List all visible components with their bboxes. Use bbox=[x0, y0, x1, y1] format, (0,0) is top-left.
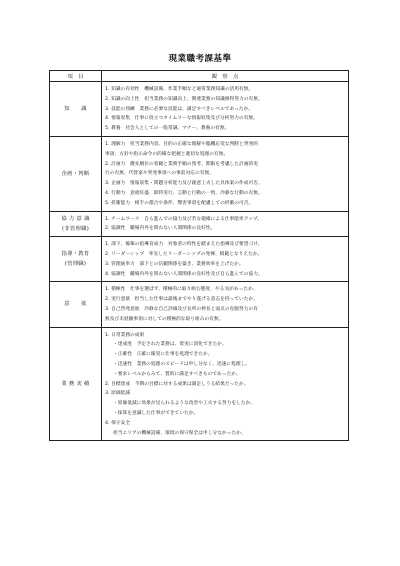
observation-line: 1. 日常業務の成果 bbox=[105, 332, 145, 338]
criteria-body bbox=[50, 82, 349, 441]
criteria-row bbox=[50, 136, 349, 211]
observation-line: 2. 実行意欲 担当した仕事は最後までやり遂げる意志を持っていたか。 bbox=[105, 297, 258, 303]
criteria-item-label: (非管理職) bbox=[61, 225, 90, 232]
observation-line: 4. 協調性 職場内外を問わない人間関係の良好性及び自ら進んでの協力。 bbox=[105, 271, 263, 277]
observation-line: 無及び未経験事項に対しての積極的な取り組みの有無。 bbox=[105, 316, 224, 322]
observation-line: 1. 部下、後輩の指導育成力 対象者の特性を踏まえた指導及び要望づけ。 bbox=[105, 242, 263, 248]
observation-line: 2. リーダーシップ 率先したリーダーシップの発揮、模範となりえたか。 bbox=[105, 251, 263, 257]
criteria-item-label: 協 力 意 識 bbox=[61, 215, 90, 222]
criteria-item-cell bbox=[50, 282, 102, 327]
criteria-item-label: (管理職) bbox=[64, 261, 87, 268]
observation-line: 行の有無、代替案や突発事項への事前対応の有無。 bbox=[105, 171, 214, 177]
criteria-item-label: 企画・判断 bbox=[61, 170, 90, 177]
criteria-observation-cell bbox=[102, 327, 349, 441]
criteria-row bbox=[50, 82, 349, 137]
observation-line: 4. 保守安全 bbox=[105, 420, 131, 426]
header-observation: 観 察 点 bbox=[102, 71, 349, 82]
observation-line: 1. チームワーク 自ら進んでの協力及び若な適確による仕事能率アップ。 bbox=[105, 216, 263, 222]
observation-line: ・迅速性 業務の処理のスピードは申し分なく、迅速に処理し。 bbox=[113, 361, 251, 367]
criteria-row bbox=[50, 237, 349, 282]
observation-line: 3. 企画力 情報収集・問題分析能力及び創意工夫した具体案の作成可否。 bbox=[105, 181, 263, 187]
observation-line: 2. 計画力 優先順位の客観と業務手順の熟考、期限を考慮した計画的実 bbox=[105, 161, 258, 167]
criteria-item-cell bbox=[50, 237, 102, 282]
observation-line: 1. 知識の有効性 機械設備、作業手順など通常業務知識の活用有無。 bbox=[105, 87, 254, 92]
criteria-table bbox=[49, 70, 349, 441]
observation-line: ・達成度 予定された業務は、着実に消化できたか。 bbox=[113, 342, 227, 348]
observation-line: 3. 管理統率力 部下との信頼関係を築き、業務効率を上げたか。 bbox=[105, 261, 244, 267]
observation-line: 5. 折衝能力 相手の都合や条件、弊害事項を配慮しての折衝の可否。 bbox=[105, 200, 254, 206]
header-item: 項 目 bbox=[50, 71, 102, 82]
observation-line: 4. 行動力 意欲旺盛、即時実行、言動と行動の一致、冷静な行動の有無。 bbox=[105, 190, 263, 196]
observation-line: ・正確性 正確に確実に仕事を処理できたか。 bbox=[113, 352, 213, 358]
criteria-row bbox=[50, 282, 349, 327]
criteria-row bbox=[50, 327, 349, 441]
criteria-item-cell bbox=[50, 136, 102, 211]
observation-line: 1. 積極性 仕事を選ばず、積極的に取り組む態度、やる気があったか。 bbox=[105, 287, 258, 293]
document-title: 現業職考課基準 bbox=[168, 54, 232, 64]
table-header-row bbox=[50, 71, 349, 82]
criteria-observation-cell bbox=[102, 211, 349, 237]
criteria-item-label: 指導・教育 bbox=[61, 251, 90, 258]
observation-line: 1. 理解力 担当業務内容、目的の正確な理解や臨機応変な判断と突発的 bbox=[105, 141, 258, 147]
criteria-observation-cell bbox=[102, 282, 349, 327]
observation-line: 3. 技能の熟練 業務に必要な技能は、満足すべきレベルであったか。 bbox=[105, 106, 254, 112]
criteria-item-label: 業 務 実 績 bbox=[61, 380, 90, 387]
criteria-item-cell bbox=[50, 327, 102, 441]
criteria-item-cell bbox=[50, 82, 102, 137]
observation-line: 3. 原価低減 bbox=[105, 391, 131, 397]
observation-line: ・原価低減に効果が見られるような改善や工夫する努力をしたか。 bbox=[113, 401, 256, 407]
criteria-observation-cell bbox=[102, 136, 349, 211]
observation-line: 事項、方針や指示命令の的確な把握と適切な処理の有無。 bbox=[105, 151, 229, 157]
observation-line: 2. 目標達成 今期の目標に対する成果は満足しうる結果だったか。 bbox=[105, 381, 249, 387]
criteria-item-label: 知 識 bbox=[64, 105, 87, 112]
criteria-item-label: 意 欲 bbox=[64, 301, 87, 308]
observation-line: 2. 協調性 職場内外を問わない人間関係の良好性。 bbox=[105, 226, 216, 232]
observation-line: 担当エリアの機械設備、環境の保守保全は申し分なかったか。 bbox=[113, 430, 246, 436]
observation-line: 5. 教養 社会人としての一般常識、マナー、教養の有無。 bbox=[105, 126, 230, 132]
criteria-row bbox=[50, 211, 349, 237]
observation-line: 3. 自己啓発意欲 冷静な自己評価及び長所の伸長と弱点の克服努力の有 bbox=[105, 306, 258, 312]
observation-line: 4. 情報収集 仕事に役立つタイムリーな情報収集及び分析努力の有無。 bbox=[105, 116, 258, 122]
criteria-observation-cell bbox=[102, 82, 349, 137]
observation-line: 2. 知識の向上性 担当業務の知識向上、関連業務の知識修得努力の有無。 bbox=[105, 96, 263, 102]
criteria-observation-cell bbox=[102, 237, 349, 282]
observation-line: ・採算を意識した仕事ができていたか。 bbox=[113, 410, 199, 416]
observation-line: ・要求レベルからみて、質的に満足すべきものであったか。 bbox=[113, 371, 241, 377]
criteria-item-cell bbox=[50, 211, 102, 237]
